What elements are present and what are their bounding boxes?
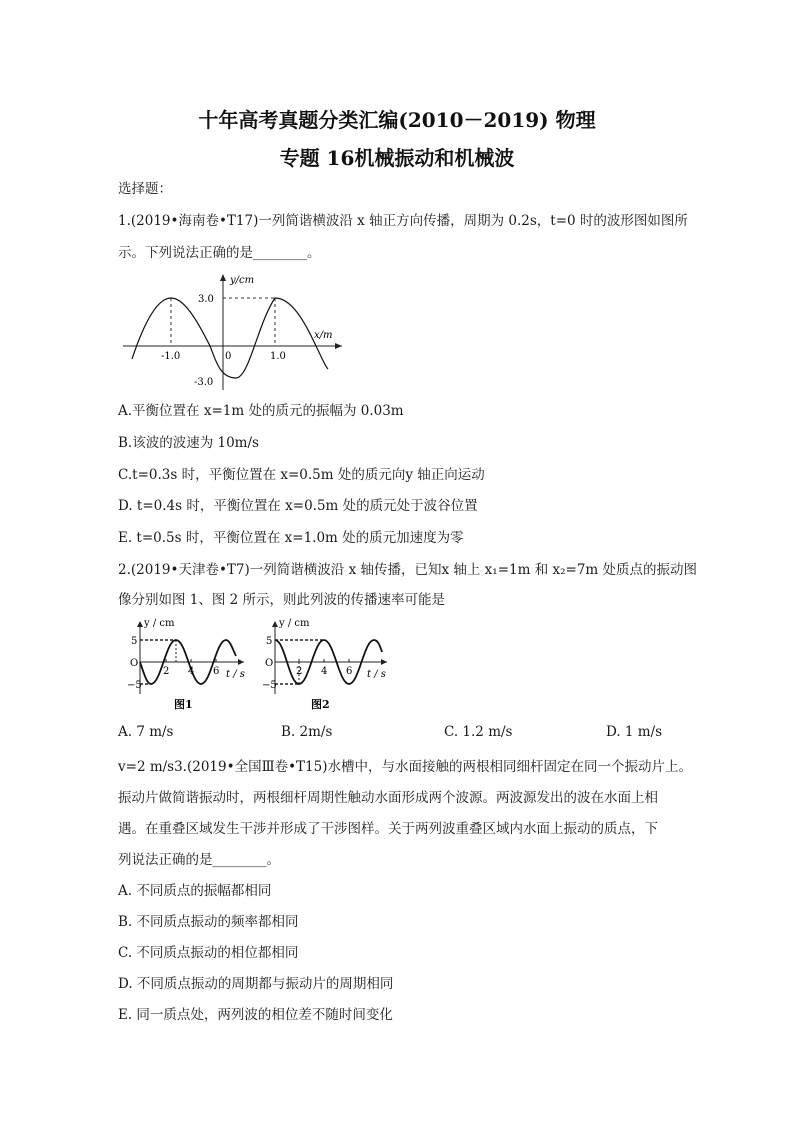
q2-fig1-y-label: y / cm <box>144 618 175 629</box>
q2-fig2-tick-6: 6 <box>346 666 353 677</box>
q3-option-c: C. 不同质点振动的相位都相同 <box>118 945 299 961</box>
q1-x-axis-label: x/m <box>314 330 333 341</box>
q3-option-d: D. 不同质点振动的周期都与振动片的周期相同 <box>118 976 394 992</box>
document-title-line1: 十年高考真题分类汇编(2010－2019) 物理 <box>198 108 596 132</box>
q2-fig1-y-pos: 5 <box>131 636 138 647</box>
q2-fig1-y-neg: −5 <box>127 680 142 691</box>
q3-option-e: E. 同一质点处，两列波的相位差不随时间变化 <box>118 1007 393 1023</box>
q2-fig1-tick-4: 4 <box>188 666 195 677</box>
q2-fig2-t-label: t / s <box>367 669 386 680</box>
q1-y-axis-label: y/cm <box>230 275 255 286</box>
q2-fig2-y-zero: O <box>265 658 274 669</box>
q2-figure-1 <box>120 616 250 714</box>
document-title-line2: 专题 16机械振动和机械波 <box>279 146 515 170</box>
q2-option-b: B. 2m/s <box>281 724 333 740</box>
q1-option-d: D. t=0.4s 时，平衡位置在 x=0.5m 处的质元处于波谷位置 <box>118 498 478 514</box>
q3-stem-line2: 振动片做简谐振动时，两根细杆周期性触动水面形成两个波源。两波源发出的波在水面上相 <box>118 790 658 806</box>
q1-stem-line1: 1.(2019•海南卷•T17)一列简谐横波沿 x 轴正方向传播，周期为 0.2s，t=0 时的波形图如图所 <box>118 213 688 229</box>
q3-option-b: B. 不同质点振动的频率都相同 <box>118 914 299 930</box>
q2-fig2-y-pos: 5 <box>266 636 273 647</box>
q1-option-e: E. t=0.5s 时，平衡位置在 x=1.0m 处的质元加速度为零 <box>118 530 464 546</box>
q1-tick-y-pos: 3.0 <box>198 294 214 305</box>
q2-fig2-y-label: y / cm <box>279 618 310 629</box>
q2-option-c: C. 1.2 m/s <box>444 724 513 740</box>
q2-stem-line1: 2.(2019•天津卷•T7)一列简谐横波沿 x 轴传播，已知x 轴上 x₁=1m 和 x₂=7m 处质点的振动图 <box>118 562 698 578</box>
q1-option-c: C.t=0.3s 时，平衡位置在 x=0.5m 处的质元向y 轴正向运动 <box>118 467 485 483</box>
q2-fig2-caption: 图2 <box>311 698 330 711</box>
q2-fig2-tick-4: 4 <box>321 666 328 677</box>
q2-fig1-t-label: t / s <box>226 669 245 680</box>
q2-stem-line2: 像分别如图 1、图 2 所示，则此列波的传播速率可能是 <box>118 592 446 608</box>
section-heading: 选择题： <box>118 181 172 197</box>
q1-option-a: A.平衡位置在 x=1m 处的质元的振幅为 0.03m <box>118 403 404 419</box>
q2-fig2-y-neg: −5 <box>262 680 277 691</box>
q2-fig1-y-zero: O <box>130 658 139 669</box>
q2-fig2-tick-2: 2 <box>296 666 303 677</box>
q1-tick-x-pos: 1.0 <box>270 351 286 362</box>
q3-option-a: A. 不同质点的振幅都相同 <box>118 883 272 899</box>
q2-fig1-tick-6: 6 <box>213 666 220 677</box>
q1-tick-x-neg: -1.0 <box>161 351 181 362</box>
q2-fig1-caption: 图1 <box>174 698 193 711</box>
q1-wave-figure <box>118 268 348 392</box>
q1-wave-curve <box>132 298 328 378</box>
q2-option-a: A. 7 m/s <box>118 724 174 740</box>
q3-stem-line3: 遇。在重叠区域发生干涉并形成了干涉图样。关于两列波重叠区域内水面上振动的质点，下 <box>118 821 658 837</box>
q3-stem-line4: 列说法正确的是________。 <box>118 852 280 868</box>
q1-tick-origin: 0 <box>225 351 232 362</box>
q1-tick-y-neg: -3.0 <box>194 377 214 388</box>
q2-fig1-tick-2: 2 <box>163 666 170 677</box>
q1-option-b: B.该波的波速为 10m/s <box>118 435 259 451</box>
q2-figure-2 <box>255 616 395 714</box>
q1-stem-line2: 示。下列说法正确的是________。 <box>118 245 321 261</box>
q2-option-d: D. 1 m/s <box>606 724 663 740</box>
q3-stem-line1: v=2 m/s3.(2019•全国Ⅲ卷•T15)水槽中，与水面接触的两根相同细杆固定在同一个振动片上。 <box>118 759 692 775</box>
